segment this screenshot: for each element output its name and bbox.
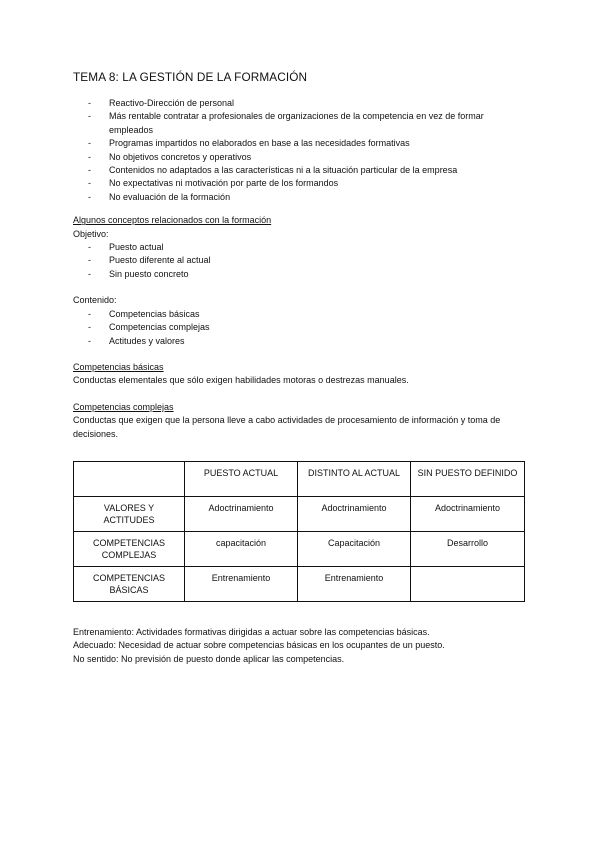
note-line: Entrenamiento: Actividades formativas dirigidas a actuar sobre las competencias básicas. — [73, 626, 430, 637]
table-cell: Capacitación — [298, 531, 411, 566]
list-item: - Reactivo-Dirección de personal — [73, 97, 528, 110]
table-row-label: VALORES Y ACTITUDES — [74, 496, 185, 531]
list-item: - Actitudes y valores — [73, 335, 528, 348]
list-item: - Puesto diferente al actual — [73, 254, 528, 267]
table-row — [74, 496, 525, 531]
note-line: Adecuado: Necesidad de actuar sobre competencias básicas en los ocupantes de un puesto. — [73, 640, 445, 651]
table-header-row — [74, 461, 525, 496]
intro-list — [73, 97, 528, 204]
table-row — [74, 566, 525, 601]
document-page — [73, 70, 528, 666]
list-item: - No evaluación de la formación — [73, 191, 528, 204]
table-header-cell: DISTINTO AL ACTUAL — [298, 461, 411, 496]
basicas-text: Conductas elementales que sólo exigen habilidades motoras o destrezas manuales. — [73, 375, 409, 386]
table-header-cell: PUESTO ACTUAL — [185, 461, 298, 496]
table-cell: Entrenamiento — [298, 566, 411, 601]
table-cell: Entrenamiento — [185, 566, 298, 601]
contenido-list — [73, 308, 528, 348]
list-item: - Más rentable contratar a profesionales de organizaciones de la competencia en vez de formar empleados — [73, 110, 528, 137]
table-cell: Adoctrinamiento — [298, 496, 411, 531]
table-cell: Desarrollo — [411, 531, 525, 566]
complejas-text: Conductas que exigen que la persona lleve a cabo actividades de procesamiento de información y toma de decisiones. — [73, 415, 501, 439]
list-item: - Puesto actual — [73, 241, 528, 254]
table-cell — [411, 566, 525, 601]
table-row — [74, 531, 525, 566]
concepts-heading: Algunos conceptos relacionados con la formación — [73, 215, 272, 226]
list-item: - Competencias básicas — [73, 308, 528, 321]
table-header-cell — [74, 461, 185, 496]
list-item: - Contenidos no adaptados a las características ni a la situación particular de la empresa — [73, 164, 528, 177]
list-item: - Sin puesto concreto — [73, 268, 528, 281]
table-row-label: COMPETENCIAS COMPLEJAS — [74, 531, 185, 566]
note-line: No sentido: No previsión de puesto donde aplicar las competencias. — [73, 653, 345, 664]
contenido-label: Contenido: — [73, 295, 117, 306]
complejas-heading: Competencias complejas — [73, 401, 174, 412]
table-cell: Adoctrinamiento — [411, 496, 525, 531]
training-table — [73, 461, 525, 602]
table-cell: capacitación — [185, 531, 298, 566]
list-item: - Competencias complejas — [73, 321, 528, 334]
list-item: - No objetivos concretos y operativos — [73, 151, 528, 164]
basicas-heading: Competencias básicas — [73, 361, 164, 372]
list-item: - Programas impartidos no elaborados en base a las necesidades formativas — [73, 137, 528, 150]
notes — [73, 626, 528, 666]
list-item: - No expectativas ni motivación por parte de los formandos — [73, 177, 528, 190]
page-title: TEMA 8: LA GESTIÓN DE LA FORMACIÓN — [73, 70, 308, 84]
objetivo-list — [73, 241, 528, 281]
table-cell: Adoctrinamiento — [185, 496, 298, 531]
table-row-label: COMPETENCIAS BÁSICAS — [74, 566, 185, 601]
objetivo-label: Objetivo: — [73, 228, 109, 239]
table-header-cell: SIN PUESTO DEFINIDO — [411, 461, 525, 496]
